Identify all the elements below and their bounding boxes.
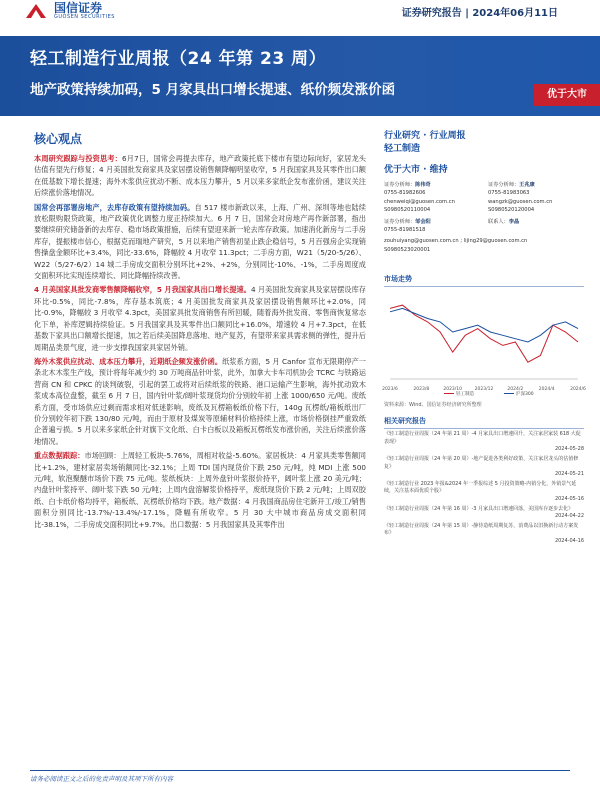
section-heading: 核心观点: [34, 132, 83, 146]
guosen-logo-icon: [24, 2, 48, 20]
core-views: [34, 130, 366, 533]
analyst-role: 证券分析师：: [384, 218, 416, 225]
x-tick-label: 2024/2: [507, 387, 524, 393]
analyst-role: 证券分析师：: [384, 182, 416, 188]
sidebar: [384, 130, 584, 546]
related-report[interactable]: [384, 523, 584, 546]
related-report-date: 2024-04-16: [554, 537, 584, 544]
paragraph-5: [34, 450, 366, 530]
analyst-card: [488, 181, 584, 215]
analyst-contact-row: zouhuiyang@guosen.com.cn ; lijing29@guosen.com.cn S0980523020001: [384, 237, 584, 254]
related-report-date: 2024-04-22: [554, 513, 584, 520]
analyst-email[interactable]: lijing29@guosen.com.cn: [463, 238, 528, 245]
analyst-phone: 0755-81982606: [384, 190, 426, 197]
analyst-card: [488, 218, 584, 235]
x-tick-label: 2023/10: [443, 387, 463, 393]
paragraph-3: [34, 284, 366, 352]
rating-badge: 优于大市: [534, 84, 600, 106]
chart-source: 资料来源：Wind、国信证券经济研究所整理: [384, 402, 482, 409]
para-text: 自 517 楼市新政以来，上海、广州、深圳等地也陆续放松限购限贷政策，地产政策优化调整力度正持续加大。6 月 7 日，国常会对房地产再作新部署，指出要继续研究储备新的去库存、稳市场政策措施，后续有望迎来新一轮去库存政策。加速消化新房与二手房库存，提振楼市信心，根据克而瑞地产研究，5 月以来地产销售初显止跌企稳信号，5 月百强房企实现销售操盘金额环比+3.4%，同比-33.6%，降幅较 4 月收窄 11.3pct；二手房方面，W21（5/20-5/26）、W22（5/27-6/2）14 城二手房成交面积分别环比+2%、+2%，分别同比-10%、-1%，二手房周度成交面积环比实现连续增长、同比降幅持续改善。: [34, 202, 366, 281]
analyst-card: [384, 181, 480, 215]
x-tick-label: 2023/12: [474, 387, 494, 393]
analyst-role: 联系人：: [488, 218, 509, 225]
para-text: 4 月美国批发商家具及家居摆设库存环比-0.5%，同比-7.8%，库存基本筑底；4 月美国批发商家具及家居摆设销售额环比+2.0%，同比-0.9%，降幅较 3 月收窄 4.3pct，美国家具批发商销售有所回暖，随着海外批发商、零售商恢复常态化下单，补库逻辑持续验证。5 月我国家具及其零件出口额同比+16.0%，增速较 4 月+7.3pct，在低基数下家具出口额增长提速，加之若后续美国降息落地、地产复苏，有望带来家具需求侧的弹性，提升后周期品类景气度，进一步支撑我国家具家居外销。: [34, 285, 366, 352]
analyst-email[interactable]: zouhuiyang@guosen.com.cn: [384, 238, 459, 245]
paragraph-1: [34, 153, 366, 199]
para-lead: 海外木浆供应扰动、成本压力攀升，近期纸企频发涨价函。: [34, 356, 223, 366]
analyst-role: 证券分析师：: [488, 182, 520, 188]
report-category: 行业研究 · 行业周报: [384, 131, 466, 141]
legend-label: 沪深300: [516, 392, 534, 398]
footer-disclaimer: 请务必阅读正文之后的免责声明及其项下所有内容: [30, 770, 570, 783]
analyst-name: 陈伟奇: [415, 182, 431, 188]
analyst-card: [384, 218, 480, 235]
related-report-title: 《轻工制造行业周报（24 年第 15 周）-静待造纸周期复苏，消费品以旧换新行动方案发布》: [384, 522, 579, 537]
para-lead: 国常会再部署房地产，去库存政策有望持续加码。: [34, 202, 195, 212]
guosen-logo: [24, 2, 115, 21]
related-report-title: 《轻工制造行业周报（24 年第 16 周）-3 月家具出口增速回落，美国库存逐步去化》: [384, 505, 574, 512]
related-report[interactable]: [384, 506, 584, 521]
analyst-cert: S0980520120004: [488, 207, 535, 214]
related-report-date: 2024-05-28: [554, 446, 584, 453]
analyst-grid: [384, 181, 584, 234]
analyst-phone: 0755-81983063: [488, 190, 530, 197]
paragraph-4: [34, 356, 366, 447]
para-text: 纸浆系方面，5 月 Canfor 宣布无限期停产一条北木木浆生产线，预计将每年减少约 30 万吨商品针叶浆，此外，加拿大卡车司机协会 TCRC 与铁路运营商 CN 和 CPKC 的谈判破裂，引起的罢工或将对后续纸浆的铁路、港口运输产生影响，海外扰动致木浆成本高位盘整，截至 6 月 7 日，国内针叶浆/阔叶浆现货均价分别较年初 上涨 1000/650 元/吨。废纸系方面，受市场供应过剩而需求相对低迷影响，废纸及瓦楞箱板纸价格下行，140g 瓦楞纸/箱板纸出厂价分别较年初下跌 130/80 元/吨，而由于原材及煤炭等原辅材料价格持续上涨，市场价格倒挂严重致纸企普遍亏损。5 月以来多家纸企针对旗下文化纸、白卡白板以及箱板瓦楞纸发布涨价函，关注后续涨价落地情况。: [34, 356, 366, 446]
related-report[interactable]: [384, 481, 584, 504]
report-title: 轻工制造行业周报（24 年第 23 周）: [30, 49, 327, 69]
para-lead: 本周研究跟踪与投资思考：: [34, 154, 123, 163]
related-report[interactable]: [384, 431, 584, 454]
analyst-cert: S0980523020001: [384, 246, 431, 253]
related-report[interactable]: [384, 456, 584, 479]
paragraph-2: [34, 202, 366, 282]
industry-rating: 优于大市 · 维持: [384, 165, 448, 175]
analyst-name: 李晶: [508, 218, 520, 225]
legend-label: 轻工制造: [456, 392, 474, 398]
x-tick-label: 2024/6: [570, 387, 586, 393]
related-report-title: 《轻工制造行业周报（24 年第 21 周）-4 月家具出口增速回升，关注家居家装 618 大促表现》: [384, 431, 581, 445]
x-tick-label: 2024/4: [538, 387, 555, 393]
para-lead: 4 月美国家具批发商零售额降幅收窄，5 月我国家具出口增长提速。: [34, 285, 251, 295]
logo-sub: GUOSEN SECURITIES: [54, 14, 115, 20]
para-lead: 重点数据跟踪：: [34, 451, 85, 461]
series-line-沪深300: [390, 309, 578, 343]
para-text: 6月7日，国常会再提去库存，地产政策托底下楼市有望边际向好，家居龙头估值有望先行修复；4 月美国批发商家具及家居摆设销售额降幅明显收窄，5 月我国家具及其零件出口额在低基数下增长提速；海外木浆供应扰动不断、成本压力攀升，5 月以来多家纸企发布涨价函，建议关注后续涨价落地情况。: [34, 154, 366, 198]
related-report-title: 《轻工制造行业 2023 年报&2024 年一季报综述 5 月投资策略-内销分化，外销景气延续，关注基本面优质个股》: [384, 480, 577, 495]
related-reports-heading: 相关研究报告: [384, 416, 584, 429]
report-meta: 证券研究报告 | 2024年06月11日: [401, 8, 558, 19]
x-tick-label: 2023/8: [413, 387, 430, 393]
analyst-phone: 0755-81981518: [384, 227, 426, 234]
industry-name: 轻工制造: [384, 144, 421, 154]
analyst-email[interactable]: wangzk@guosen.com.cn: [488, 198, 553, 205]
related-report-date: 2024-05-16: [554, 496, 584, 502]
market-trend-chart: [382, 289, 586, 398]
top-bar: [0, 0, 600, 36]
analyst-name: 邹会阳: [415, 218, 431, 225]
analyst-cert: S0980520110004: [384, 207, 431, 214]
para-text: 市场回顾：上周轻工板块-5.76%，周相对收益-5.60%。家居板块：4 月家具类零售额同比+1.2%，建材家居卖场销额同比-32.1%；上周 TDI 国内现货价下跌 250 元/吨，纯 MDI 上涨 500 元/吨，软泡聚醚市场价下跌 75 元/吨。浆纸板块：上周外盘针叶浆报价持平，阔叶浆上涨 20 美元/吨；内盘针叶浆持平、阔叶浆下跌 50 元/吨；上周内盘溶解浆价格持平，废纸现货价下跌 2 元/吨；上周双胶纸、白卡纸价格均持平，箱板纸、瓦楞纸价格均下跌。地产数据：4 月我国商品房住宅新开工/竣工/销售面积分别同比-13.7%/-13.4%/-17.1%，降幅有所收窄。5 月 30 大中城市商品房成交面积同比-38.1%，二手房成交面积同比+9.7%。出口数据：5 月我国家具及其零件出: [34, 451, 366, 529]
logo-name: 国信证券: [54, 1, 103, 15]
x-tick-label: 2023/6: [382, 387, 398, 393]
analyst-name: 王兆康: [519, 182, 535, 188]
title-band: [0, 36, 600, 116]
analyst-email[interactable]: chenweiqi@guosen.com.cn: [384, 198, 455, 205]
related-report-title: 《轻工制造行业周报（24 年第 20 周）-地产促进各类利好政策，关注家居龙头的估值修复》: [384, 456, 579, 470]
related-report-date: 2024-05-21: [554, 471, 584, 478]
report-subtitle: 地产政策持续加码，5 月家具出口增长提速、纸价频发涨价函: [30, 82, 396, 98]
market-trend-heading: 市场走势: [384, 274, 584, 287]
series-line-轻工制造: [390, 305, 578, 362]
